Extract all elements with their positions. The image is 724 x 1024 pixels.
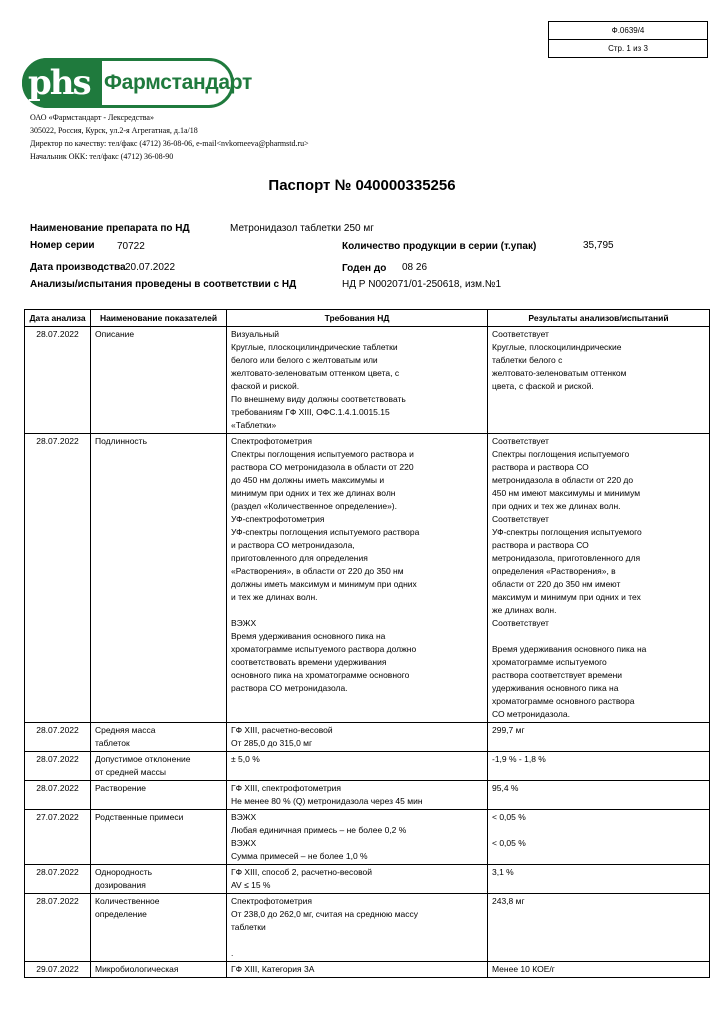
cell-results (488, 781, 710, 810)
cell-requirements (227, 752, 488, 781)
cell-results (488, 752, 710, 781)
table-row (25, 810, 710, 865)
cell-line: от средней массы (95, 767, 166, 777)
cell-line: Менее 10 КОЕ/г (492, 964, 555, 974)
company-name: ОАО «Фармстандарт - Лексредства» (30, 113, 154, 122)
cell-date: 28.07.2022 (25, 781, 91, 810)
cell-date: 29.07.2022 (25, 962, 91, 978)
expiry-label: Годен до (342, 263, 387, 274)
cell-date: 27.07.2022 (25, 810, 91, 865)
cell-line: Описание (95, 329, 135, 339)
cell-line: От 285,0 до 315,0 мг (231, 738, 313, 748)
table-row (25, 327, 710, 434)
cell-line (231, 604, 483, 617)
cell-line: УФ-спектры поглощения испытуемого раствора (231, 527, 420, 537)
cell-date: 28.07.2022 (25, 434, 91, 723)
cell-line: Любая единичная примесь – не более 0,2 % (231, 825, 407, 835)
company-logo (22, 58, 252, 108)
cell-line: определение (95, 909, 147, 919)
cell-line: < 0,05 % (492, 812, 526, 822)
logo-mark-text: phs (28, 63, 90, 103)
analysis-results-table (24, 309, 710, 978)
cell-line: таблетки (231, 922, 266, 932)
table-row (25, 752, 710, 781)
cell-line: Сумма примесей – не более 1,0 % (231, 851, 368, 861)
cell-line: Круглые, плоскоцилиндрические (492, 342, 622, 352)
cell-line: Время удерживания основного пика на (492, 644, 647, 654)
cell-line: По внешнему виду должны соответствовать (231, 394, 406, 404)
form-code: Ф.0639/4 (611, 26, 645, 35)
cell-line: определения «Растворения», в (492, 566, 616, 576)
cell-indicator (91, 894, 227, 962)
cell-results (488, 894, 710, 962)
drug-label: Наименование препарата по НД (30, 223, 190, 234)
cell-requirements (227, 327, 488, 434)
cell-line: ГФ XIII, расчетно-весовой (231, 725, 333, 735)
cell-date: 28.07.2022 (25, 865, 91, 894)
cell-line: желтовато-зеленоватым оттенком цвета, с (231, 368, 400, 378)
cell-results (488, 723, 710, 752)
cell-line: «Растворения», в области от 220 до 350 нм (231, 566, 404, 576)
production-date-label: Дата производства (30, 262, 126, 273)
cell-line: Визуальный (231, 329, 280, 339)
cell-line: белого или белого с желтоватым или (231, 355, 378, 365)
cell-indicator (91, 434, 227, 723)
logo-name-text: Фармстандарт (104, 71, 252, 94)
company-address: 305022, Россия, Курск, ул.2-я Агрегатная, д.1а/18 (30, 126, 198, 135)
cell-line: метронидазола в области от 220 до (492, 475, 634, 485)
cell-line: Средняя масса (95, 725, 156, 735)
cell-line: Спектры поглощения испытуемого (492, 449, 630, 459)
quality-director-contact: Директор по качеству: тел/факс (4712) 36-08-06, e-mail<nvkorneeva@pharmstd.ru> (30, 139, 309, 148)
cell-line: цвета, с фаской и риской. (492, 381, 594, 391)
cell-indicator (91, 723, 227, 752)
company-address-block (30, 111, 309, 163)
cell-line: области от 220 до 350 нм имеют (492, 579, 621, 589)
cell-line (231, 934, 483, 947)
table-header-row (25, 310, 710, 327)
cell-line: Однородность (95, 867, 153, 877)
cell-line: соответствовать времени удерживания (231, 657, 387, 667)
cell-date: 28.07.2022 (25, 327, 91, 434)
cell-line: СО метронидазола. (492, 709, 570, 719)
cell-line: AV ≤ 15 % (231, 880, 271, 890)
header-indicator: Наименование показателей (91, 310, 227, 327)
table-row (25, 962, 710, 978)
cell-line: Количественное (95, 896, 160, 906)
cell-line: хроматограмме испытуемого раствора должно (231, 644, 417, 654)
cell-requirements (227, 962, 488, 978)
cell-line: 95,4 % (492, 783, 519, 793)
form-code-box (548, 21, 708, 58)
cell-line: 243,8 мг (492, 896, 525, 906)
cell-line: Соответствует (492, 329, 549, 339)
cell-results (488, 810, 710, 865)
cell-line: Круглые, плоскоцилиндрические таблетки (231, 342, 398, 352)
cell-results (488, 327, 710, 434)
cell-line: и раствора СО метронидазола, (231, 540, 355, 550)
cell-requirements (227, 723, 488, 752)
series-label: Номер серии (30, 240, 95, 251)
cell-line: Соответствует (492, 436, 549, 446)
cell-line: раствора СО метронидазола. (231, 683, 348, 693)
qc-head-contact: Начальник ОКК: тел/факс (4712) 36-08-90 (30, 152, 174, 161)
cell-line: таблетки белого с (492, 355, 563, 365)
cell-line: до 450 нм должны иметь максимумы и (231, 475, 385, 485)
quantity-label: Количество продукции в серии (т.упак) (342, 241, 537, 252)
table-row (25, 723, 710, 752)
cell-line: дозирования (95, 880, 146, 890)
cell-requirements (227, 810, 488, 865)
page-counter: Стр. 1 из 3 (549, 39, 707, 57)
cell-line: -1,9 % - 1,8 % (492, 754, 546, 764)
table-row (25, 894, 710, 962)
cell-line: раствора СО метронидазола в области от 220 (231, 462, 414, 472)
nd-value: НД Р N002071/01-250618, изм.№1 (342, 279, 502, 290)
cell-line: и тех же длинах волн. (231, 592, 318, 602)
cell-results (488, 865, 710, 894)
cell-line: фаской и риской. (231, 381, 300, 391)
cell-line: раствора соответствует времени (492, 670, 623, 680)
cell-line: Родственные примеси (95, 812, 184, 822)
cell-line: максимум и минимум при одних и тех (492, 592, 641, 602)
cell-date: 28.07.2022 (25, 752, 91, 781)
cell-line: при одних и тех же длинах волн. (492, 501, 621, 511)
cell-indicator (91, 327, 227, 434)
expiry-value: 08 26 (402, 262, 428, 273)
cell-line: ± 5,0 % (231, 754, 260, 764)
cell-line: Допустимое отклонение (95, 754, 191, 764)
cell-line: хроматограмме испытуемого (492, 657, 607, 667)
drug-value: Метронидазол таблетки 250 мг (230, 223, 374, 234)
cell-line: УФ-спектры поглощения испытуемого (492, 527, 642, 537)
cell-line: ГФ XIII, спектрофотометрия (231, 783, 341, 793)
cell-line: (раздел «Количественное определение»). (231, 501, 397, 511)
header-date: Дата анализа (25, 310, 91, 327)
cell-line: ГФ XIII, способ 2, расчетно-весовой (231, 867, 372, 877)
cell-line: Спектрофотометрия (231, 896, 312, 906)
cell-requirements (227, 781, 488, 810)
page-title: Паспорт № 040000335256 (268, 177, 456, 194)
cell-line: раствора и раствора СО (492, 540, 589, 550)
cell-line: таблеток (95, 738, 130, 748)
table-row (25, 781, 710, 810)
cell-date: 28.07.2022 (25, 894, 91, 962)
cell-indicator (91, 962, 227, 978)
cell-line: Спектры поглощения испытуемого раствора и (231, 449, 414, 459)
cell-indicator (91, 810, 227, 865)
cell-line: минимум при одних и тех же длинах волн (231, 488, 396, 498)
quantity-value: 35,795 (583, 240, 614, 251)
series-value: 70722 (117, 241, 145, 252)
cell-line: требованиям ГФ XIII, ОФС.1.4.1.0015.15 (231, 407, 390, 417)
cell-line: же длинах волн. (492, 605, 557, 615)
cell-line: От 238,0 до 262,0 мг, считая на среднюю массу (231, 909, 419, 919)
cell-indicator (91, 781, 227, 810)
cell-results (488, 962, 710, 978)
cell-line: УФ-спектрофотометрия (231, 514, 325, 524)
cell-line: 299,7 мг (492, 725, 525, 735)
cell-requirements (227, 865, 488, 894)
cell-line: Спектрофотометрия (231, 436, 312, 446)
production-date-value: 20.07.2022 (125, 262, 176, 273)
cell-line: ВЭЖХ (231, 618, 257, 628)
cell-line: Соответствует (492, 618, 549, 628)
table-row (25, 434, 710, 723)
cell-line: Растворение (95, 783, 147, 793)
cell-line: Соответствует (492, 514, 549, 524)
cell-line: Микробиологическая (95, 964, 179, 974)
cell-line: хроматограмме основного раствора (492, 696, 635, 706)
cell-line: 450 нм имеют максимумы и минимум (492, 488, 641, 498)
cell-line: удерживания основного пика на (492, 683, 619, 693)
nd-label: Анализы/испытания проведены в соответствии с НД (30, 279, 297, 290)
cell-requirements (227, 434, 488, 723)
cell-line: . (231, 948, 234, 958)
cell-line: ГФ XIII, Категория 3А (231, 964, 315, 974)
cell-line: раствора и раствора СО (492, 462, 589, 472)
cell-indicator (91, 752, 227, 781)
header-requirements: Требования НД (227, 310, 488, 327)
cell-line: должны иметь максимум и минимум при одних (231, 579, 417, 589)
cell-line: Время удерживания основного пика на (231, 631, 386, 641)
cell-date: 28.07.2022 (25, 723, 91, 752)
cell-line: желтовато-зеленоватым оттенком (492, 368, 627, 378)
cell-line (492, 630, 705, 643)
table-row (25, 865, 710, 894)
cell-requirements (227, 894, 488, 962)
cell-line: приготовленного для определения (231, 553, 368, 563)
cell-line (492, 824, 705, 837)
cell-line: метронидазола, приготовленного для (492, 553, 641, 563)
cell-line: основного пика на хроматограмме основного (231, 670, 410, 680)
cell-line: ВЭЖХ (231, 812, 257, 822)
cell-line: Не менее 80 % (Q) метронидазола через 45 мин (231, 796, 423, 806)
header-results: Результаты анализов/испытаний (488, 310, 710, 327)
cell-line: ВЭЖХ (231, 838, 257, 848)
cell-line: «Таблетки» (231, 420, 277, 430)
cell-indicator (91, 865, 227, 894)
cell-line: Подлинность (95, 436, 148, 446)
cell-line: < 0,05 % (492, 838, 526, 848)
table-body (25, 327, 710, 978)
cell-line: 3,1 % (492, 867, 514, 877)
cell-results (488, 434, 710, 723)
